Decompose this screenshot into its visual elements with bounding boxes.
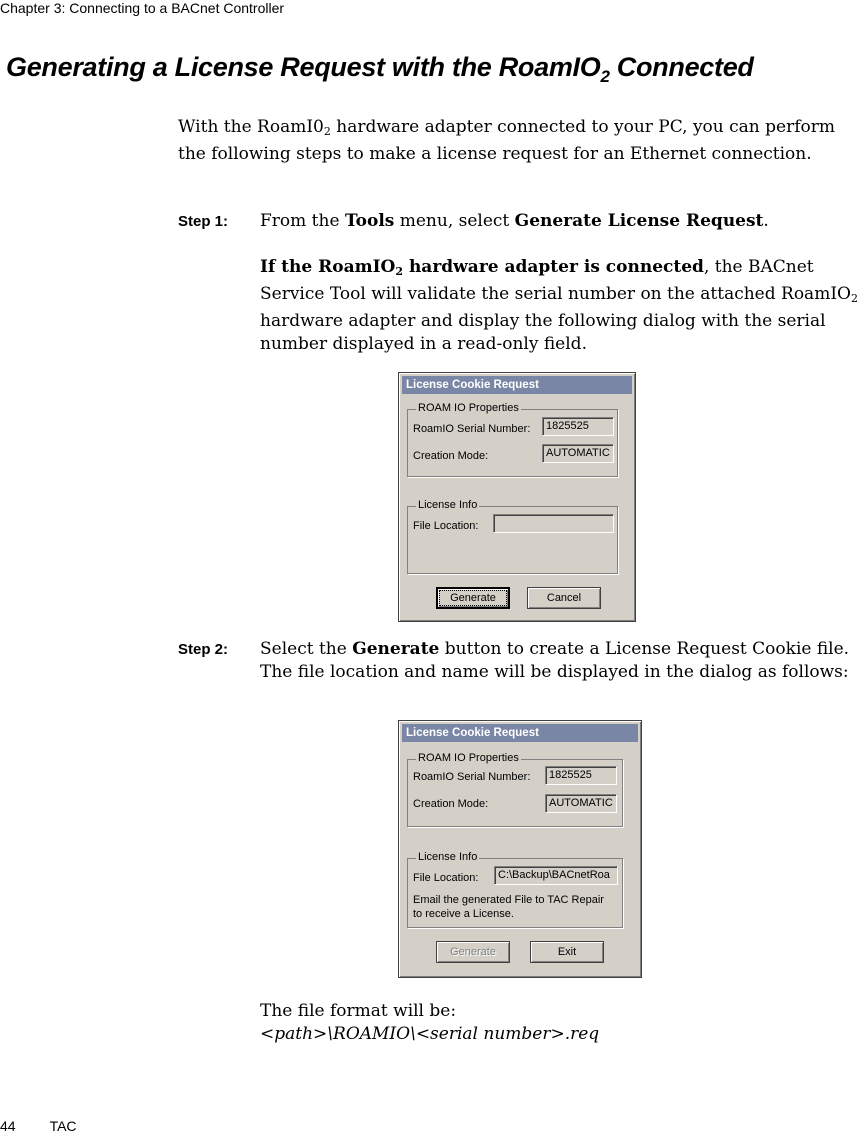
- file-format-line: The file format will be:: [260, 1001, 457, 1021]
- serial-number-field: 1825525: [545, 766, 617, 785]
- intro-sub: 2: [323, 125, 331, 138]
- group-label: License Info: [418, 851, 478, 863]
- file-location-field[interactable]: [493, 514, 614, 533]
- creation-mode-field: AUTOMATIC: [545, 794, 617, 813]
- step-2-text: [260, 638, 858, 684]
- exit-button[interactable]: Exit: [530, 941, 604, 963]
- dialog-title: License Cookie Request: [402, 376, 632, 394]
- page-footer: [0, 1118, 77, 1134]
- title-subscript: 2: [600, 67, 610, 86]
- title-main: Generating a License Request with the RoamIO: [6, 52, 601, 82]
- license-cookie-dialog-2: [398, 720, 642, 978]
- step2-generate: Generate: [352, 639, 440, 659]
- generate-button-label: Generate: [439, 590, 507, 606]
- intro-text-2: hardware adapter connected to your PC, you can perform the following steps to make a license request for an Ethernet connection.: [178, 117, 835, 164]
- group-label: ROAM IO Properties: [418, 402, 519, 414]
- footer-company: TAC: [49, 1118, 77, 1134]
- step1-tools: Tools: [344, 211, 395, 231]
- step-1-condition: [260, 256, 858, 356]
- generate-button[interactable]: Generate: [436, 941, 510, 963]
- step1-t3: .: [763, 211, 769, 231]
- cond-text-sub: 2: [850, 292, 858, 305]
- creation-mode-field: AUTOMATIC: [542, 444, 614, 463]
- step1-t2: menu, select: [394, 211, 515, 231]
- step-1-label: Step 1:: [178, 213, 229, 230]
- serial-number-label: RoamIO Serial Number:: [413, 771, 531, 783]
- generate-button[interactable]: [436, 587, 510, 609]
- dialog-title: License Cookie Request: [402, 724, 638, 742]
- serial-number-label: RoamIO Serial Number:: [413, 423, 531, 435]
- step-1-text: [260, 210, 858, 233]
- cancel-button[interactable]: Cancel: [527, 587, 601, 609]
- cond-bold: If the RoamIO: [260, 257, 396, 277]
- title-end: Connected: [609, 52, 754, 82]
- intro-paragraph: [178, 116, 850, 166]
- email-note: Email the generated File to TAC Repair to receive a License.: [413, 894, 604, 920]
- page-title: [6, 52, 754, 87]
- cond-text-2: hardware adapter and display the following dialog with the serial number displayed in a read-only field.: [260, 311, 826, 354]
- cond-sub: 2: [395, 265, 404, 278]
- step1-t1: From the: [260, 211, 345, 231]
- step2-t1: Select the: [260, 639, 353, 659]
- license-cookie-dialog-1: [398, 372, 636, 622]
- step-2-label: Step 2:: [178, 641, 229, 658]
- creation-mode-label: Creation Mode:: [413, 450, 489, 462]
- cond-bold2: hardware adapter is connected: [403, 257, 704, 277]
- step1-generate: Generate License Request: [514, 211, 764, 231]
- page-number: 44: [0, 1118, 16, 1134]
- running-head: Chapter 3: Connecting to a BACnet Controller: [0, 0, 285, 16]
- serial-number-field: 1825525: [542, 417, 614, 436]
- cond-text-1: , the BACnet Service Tool will validate the serial number on the attached RoamIO: [260, 257, 851, 304]
- intro-text-1: With the RoamI0: [178, 117, 324, 137]
- step2-t2: button to create a License Request Cookie file. The file location and name will be displayed in the dialog as follows:: [260, 639, 850, 682]
- file-format-path: <path>\ROAMIO\<serial number>.req: [260, 1024, 600, 1044]
- creation-mode-label: Creation Mode:: [413, 798, 489, 810]
- group-label: ROAM IO Properties: [418, 752, 519, 764]
- file-location-label: File Location:: [413, 872, 479, 884]
- file-location-field[interactable]: C:\Backup\BACnetRoa: [494, 866, 618, 885]
- file-location-label: File Location:: [413, 520, 479, 532]
- group-label: License Info: [418, 499, 478, 511]
